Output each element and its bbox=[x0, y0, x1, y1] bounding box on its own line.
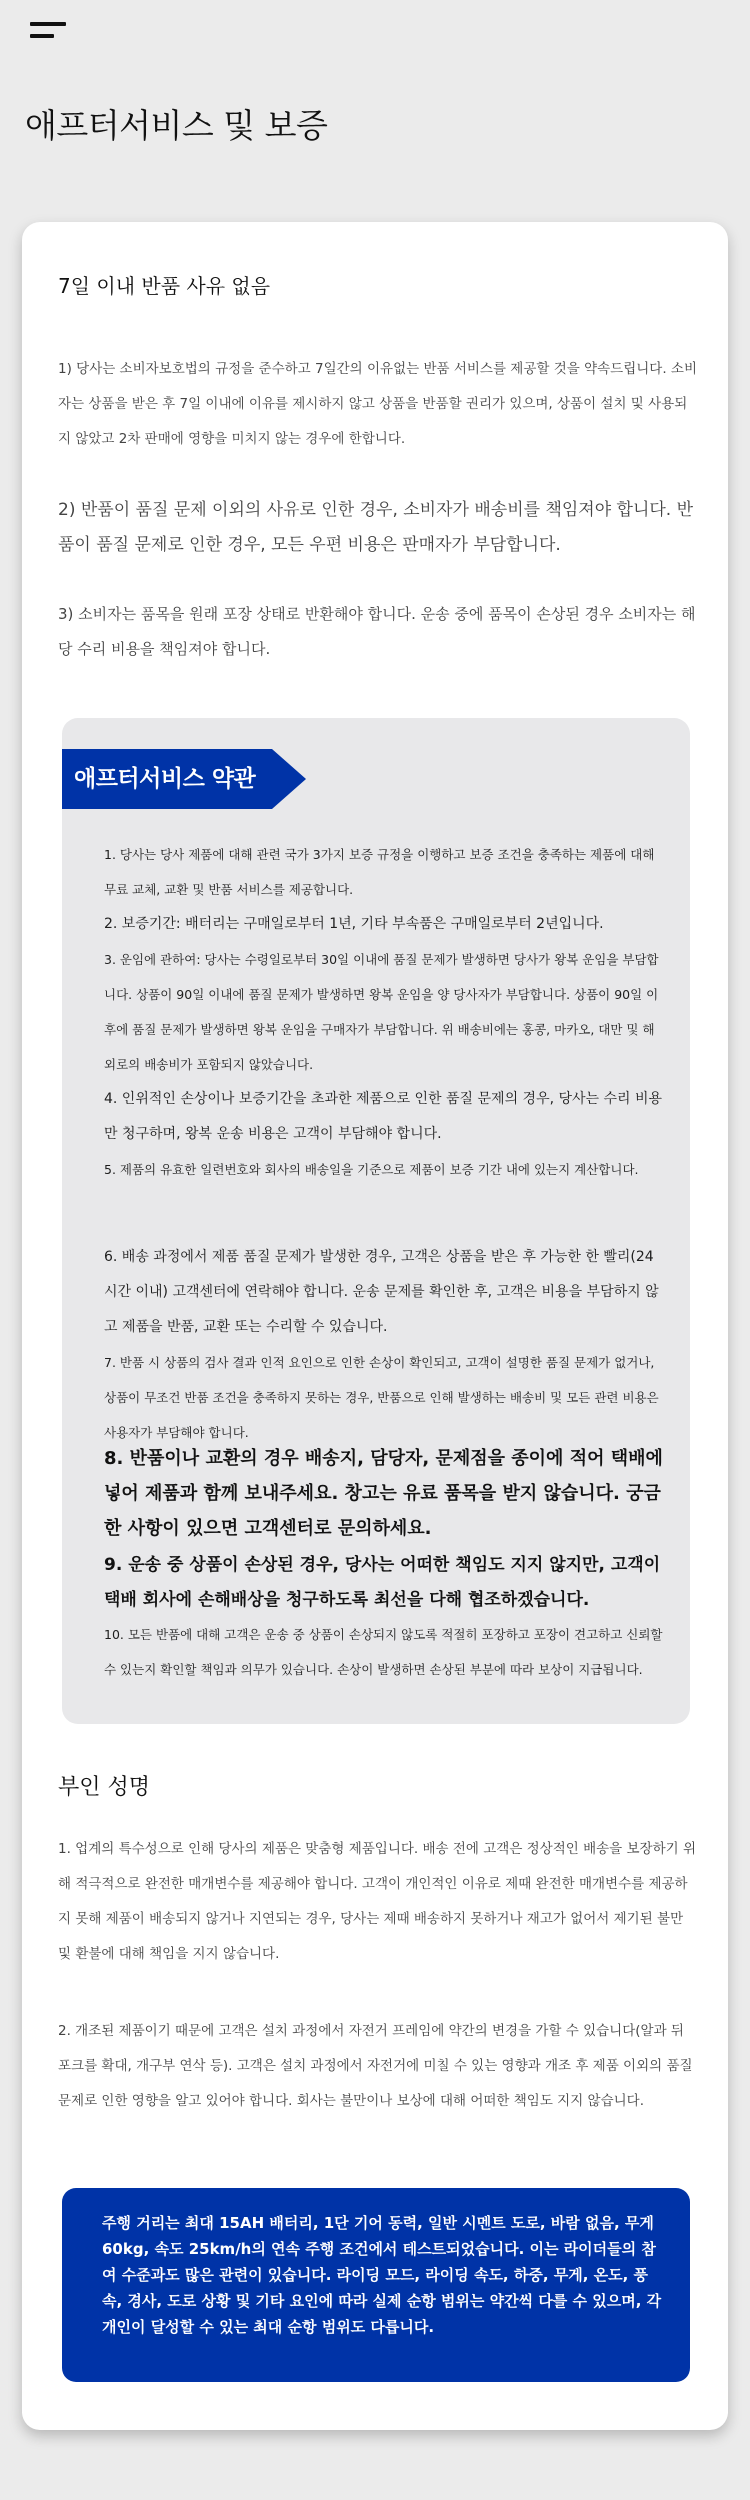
terms-item-10: 10. 모든 반품에 대해 고객은 운송 중 상품이 손상되지 않도록 적절히 포장하고 포장이 견고하고 신뢰할 수 있는지 확인할 책임과 의무가 있습니다. 손상이 발생하면 손상된 부분에 따라 보상이 지급됩니다. bbox=[104, 1627, 663, 1677]
terms-item-5: 5. 제품의 유효한 일련번호와 회사의 배송일을 기준으로 제품이 보증 기간 내에 있는지 계산합니다. bbox=[104, 1162, 639, 1177]
return-policy-paragraph-3: 3) 소비자는 품목을 원래 포장 상태로 반환해야 합니다. 운송 중에 품목이 손상된 경우 소비자는 해당 수리 비용을 책임져야 합니다. bbox=[58, 605, 696, 658]
terms-item-1: 1. 당사는 당사 제품에 대해 관련 국가 3가지 보증 규정을 이행하고 보증 조건을 충족하는 제품에 대해 무료 교체, 교환 및 반품 서비스를 제공합니다. bbox=[104, 847, 655, 897]
terms-item-2: 2. 보증기간: 배터리는 구매일로부터 1년, 기타 부속품은 구매일로부터 2년입니다. bbox=[104, 916, 604, 932]
terms-item-8: 8. 반품이나 교환의 경우 배송지, 담당자, 문제점을 종이에 적어 택배에 넣어 제품과 함께 보내주세요. 창고는 유료 품목을 받지 않습니다. 궁금한 사항이 있으면 고객센터로 문의하세요. bbox=[104, 1448, 663, 1539]
after-service-terms-box bbox=[62, 718, 690, 1724]
terms-title-banner bbox=[62, 749, 306, 809]
hamburger-menu-icon[interactable] bbox=[30, 22, 66, 42]
terms-item-4: 4. 인위적인 손상이나 보증기간을 초과한 제품으로 인한 품질 문제의 경우, 당사는 수리 비용만 청구하며, 왕복 운송 비용은 고객이 부담해야 합니다. bbox=[104, 1091, 663, 1142]
content-card bbox=[22, 222, 728, 2430]
range-notice-box bbox=[62, 2188, 690, 2382]
page-title: 애프터서비스 및 보증 bbox=[25, 106, 328, 145]
terms-item-9: 9. 운송 중 상품이 손상된 경우, 당사는 어떠한 책임도 지지 않지만, 고객이 택배 회사에 손해배상을 청구하도록 최선을 다해 협조하겠습니다. bbox=[104, 1555, 661, 1610]
terms-item-3: 3. 운임에 관하여: 당사는 수령일로부터 30일 이내에 품질 문제가 발생하면 당사가 왕복 운임을 부담합니다. 상품이 90일 이내에 품질 문제가 발생하면 왕복 운임을 양 당사자가 부담합니다. 상품이 90일 이후에 품질 문제가 발생하면 왕복 운임을 구매자가 부담합니다. 위 배송비에는 홍콩, 마카오, 대만 및 해외로의 배송비가 포함되지 않았습니다. bbox=[104, 952, 659, 1072]
disclaimer-paragraph-1: 1. 업계의 특수성으로 인해 당사의 제품은 맞춤형 제품입니다. 배송 전에 고객은 정상적인 배송을 보장하기 위해 적극적으로 완전한 매개변수를 제공해야 합니다. 고객이 개인적인 이유로 제때 완전한 매개변수를 제공하지 못해 제품이 배송되지 않거나 지연되는 경우, 당사는 제때 배송하지 못하거나 재고가 없어서 제기된 불만 및 환불에 대해 책임을 지지 않습니다. bbox=[58, 1841, 697, 1962]
terms-item-7: 7. 반품 시 상품의 검사 결과 인적 요인으로 인한 손상이 확인되고, 고객이 설명한 품질 문제가 없거나, 상품이 무조건 반품 조건을 충족하지 못하는 경우, 반품으로 인해 발생하는 배송비 및 모든 관련 비용은 사용자가 부담해야 합니다. bbox=[104, 1355, 659, 1440]
terms-title: 애프터서비스 약관 bbox=[74, 766, 256, 792]
return-policy-paragraph-1: 1) 당사는 소비자보호법의 규정을 준수하고 7일간의 이유없는 반품 서비스를 제공할 것을 약속드립니다. 소비자는 상품을 받은 후 7일 이내에 이유를 제시하지 않고 상품을 반품할 권리가 있으며, 상품이 설치 및 사용되지 않았고 2차 판매에 영향을 미치지 않는 경우에 한합니다. bbox=[58, 361, 697, 447]
disclaimer-paragraph-2: 2. 개조된 제품이기 때문에 고객은 설치 과정에서 자전거 프레임에 약간의 변경을 가할 수 있습니다(알과 뒤 포크를 확대, 개구부 연삭 등). 고객은 설치 과정에서 자전거에 미칠 수 있는 영향과 개조 후 제품 이외의 품질 문제로 인한 영향을 알고 있어야 합니다. 회사는 불만이나 보상에 대해 어떠한 책임도 지지 않습니다. bbox=[58, 2023, 693, 2109]
return-policy-paragraph-2: 2) 반품이 품질 문제 이외의 사유로 인한 경우, 소비자가 배송비를 책임져야 합니다. 반품이 품질 문제로 인한 경우, 모든 우편 비용은 판매자가 부담합니다. bbox=[58, 500, 694, 555]
terms-item-6: 6. 배송 과정에서 제품 품질 문제가 발생한 경우, 고객은 상품을 받은 후 가능한 한 빨리(24시간 이내) 고객센터에 연락해야 합니다. 운송 문제를 확인한 후, 고객은 비용을 부담하지 않고 제품을 반품, 교환 또는 수리할 수 있습니다. bbox=[104, 1249, 659, 1335]
disclaimer-title: 부인 성명 bbox=[58, 1775, 151, 1800]
range-notice-text: 주행 거리는 최대 15AH 배터리, 1단 기어 동력, 일반 시멘트 도로, 바람 없음, 무게 60kg, 속도 25km/h의 연속 주행 조건에서 테스트되었습니다. 이는 라이더들의 참여 수준과도 많은 관련이 있습니다. 라이딩 모드, 라이딩 속도, 하중, 무게, 온도, 풍속, 경사, 도로 상황 및 기타 요인에 따라 실제 순항 범위는 약간씩 다를 수 있으며, 각 개인이 달성할 수 있는 최대 순항 범위도 다릅니다. bbox=[102, 2214, 662, 2336]
return-policy-title: 7일 이내 반품 사유 없음 bbox=[58, 274, 271, 298]
